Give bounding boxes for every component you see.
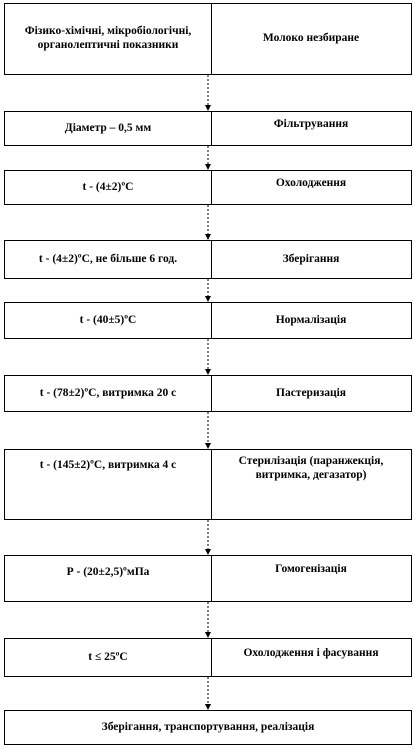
step-param: Діаметр – 0,5 мм	[64, 121, 152, 134]
step-pasteurization	[4, 375, 412, 412]
step-param: t - (4±2)ºC	[82, 180, 134, 193]
step-process: Стерилізація (паранжекція, витримка, дегазатор)	[238, 455, 384, 481]
step-cooling	[4, 170, 412, 205]
step-process: Нормалізація	[275, 313, 347, 326]
step-filtering	[4, 111, 412, 146]
step-process: Зберігання	[282, 252, 340, 265]
step-homogenization	[4, 555, 412, 602]
step-param: t ≤ 25ºC	[88, 650, 128, 663]
step-param: t - (40±5)ºC	[79, 313, 137, 326]
step-process: Фільтрування	[273, 118, 349, 130]
step-cooling-packaging	[4, 638, 412, 677]
step-process: Охолодження	[275, 177, 347, 189]
step-param: t - (4±2)ºC, не більше 6 год.	[38, 252, 178, 265]
header-box	[4, 3, 412, 75]
header-parameters-label: Фізико-хімічні, мікробіологічні, органолептичні показники	[24, 25, 192, 51]
step-sterilization	[4, 449, 412, 520]
step-storage	[4, 240, 412, 279]
header-product-label: Молоко незбиране	[262, 32, 360, 45]
final-label: Зберігання, транспортування, реалізація	[101, 720, 315, 733]
step-process: Пастеризація	[276, 386, 346, 399]
step-param: t - (145±2)ºC, витримка 4 с	[39, 459, 177, 471]
step-param: Р - (20±2,5)ºмПа	[66, 566, 150, 578]
step-process: Охолодження і фасування	[243, 647, 379, 659]
step-process: Гомогенізація	[275, 563, 347, 575]
final-box	[4, 710, 412, 745]
step-param: t - (78±2)ºC, витримка 20 с	[39, 386, 177, 399]
step-normalization	[4, 302, 412, 339]
